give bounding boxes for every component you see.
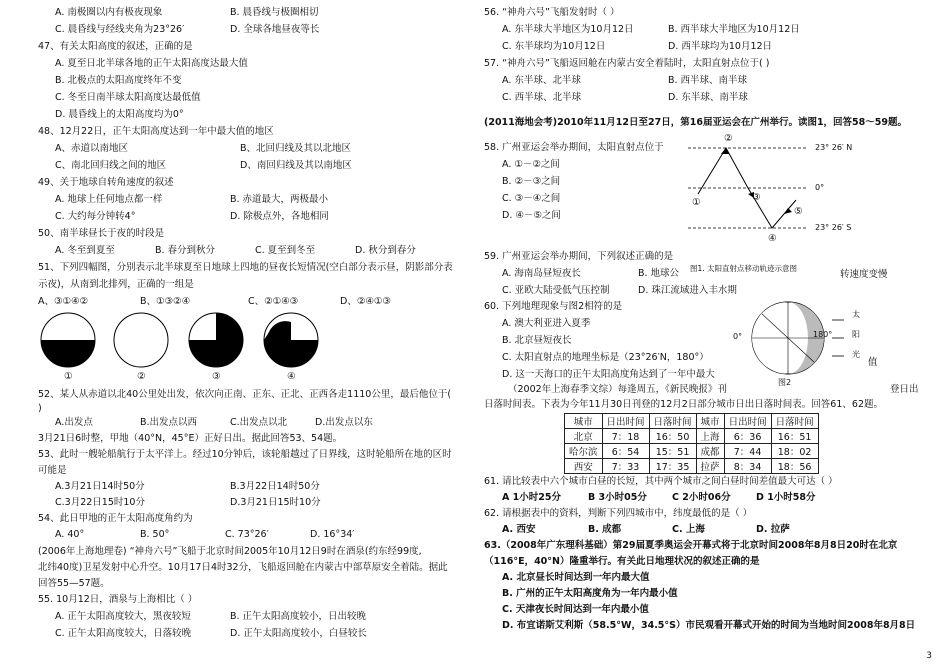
q50-option-c: C. 夏至到冬至 <box>255 245 316 256</box>
q63-stem-line2: （116°E，40°N）隆重举行。有关此日地理状况的叙述正确的是 <box>484 556 760 567</box>
q52-option-d: D.出发点以东 <box>315 417 373 428</box>
q54-stem: 54、此日甲地的正午太阳高度角约为 <box>38 513 193 524</box>
q50-option-d: D. 秋分到春分 <box>355 245 416 256</box>
q60-option-c: C. 太阳直射点的地理坐标是（23°26′N，180°） <box>502 352 709 363</box>
q52-option-b: B.出发点以西 <box>140 417 198 428</box>
table-row <box>565 459 819 474</box>
q52-stem-end: ) <box>38 403 42 414</box>
q57-option-c: C. 西半球、北半球 <box>502 92 582 103</box>
q60-option-a: A. 澳大利亚进入夏季 <box>502 318 591 329</box>
circle-label-2: ② <box>137 371 146 382</box>
table-cell: 上海 <box>696 429 724 444</box>
q60-option-d-end: 值 <box>868 357 878 368</box>
table-header: 城市 <box>696 414 724 429</box>
circle-3 <box>189 313 243 367</box>
q51-option-a: A、③①④② <box>38 296 89 307</box>
q47-option-d: D. 晨昏线上的太阳高度均为0° <box>55 109 184 120</box>
q58-option-b: B. ②－③之间 <box>502 176 561 187</box>
circle-label-3: ③ <box>212 371 221 382</box>
q58-option-a: A. ①－②之间 <box>502 159 560 170</box>
q58-option-c: C. ③－④之间 <box>502 193 561 204</box>
table-header: 日出时间 <box>724 414 771 429</box>
q46-option-d: D. 全球各地昼夜等长 <box>230 24 320 35</box>
table-header: 城市 <box>565 414 603 429</box>
fig1-point-4: ④ <box>768 233 777 244</box>
q55-57-intro-line1: (2006年上海地理卷) “神舟六号”飞船于北京时间2005年10月12日9时在酒泉(约东经99度, <box>38 546 422 557</box>
circle-label-1: ① <box>64 371 73 382</box>
q63-option-b: B. 广州的正午太阳高度角为一年内最小值 <box>502 588 678 599</box>
q60-option-b: B. 北京昼短夜长 <box>502 335 572 346</box>
q62-option-b: B. 成都 <box>588 524 622 535</box>
fig1-lat-bot: 23° 26′ S <box>815 223 852 232</box>
q54-option-b: B. 50° <box>140 529 170 540</box>
fig2-sun-1: 太 <box>852 310 860 319</box>
q55-57-intro-line3: 回答55—57题。 <box>38 578 110 589</box>
q62-option-c: C. 上海 <box>672 524 705 535</box>
q58-59-intro: (2011海地会考)2010年11月12日至27日，第16届亚运会在广州举行。读图1，回答58～59题。 <box>484 117 907 128</box>
q49-option-b: B. 赤道最大，两极最小 <box>230 194 329 205</box>
table-cell: 北京 <box>565 429 603 444</box>
fig2-sun-2: 阳 <box>852 330 860 339</box>
table-row <box>565 444 819 459</box>
q59-option-b-cont: 转速度变慢 <box>840 269 888 280</box>
q46-option-c: C. 晨昏线与经线夹角为23°26′ <box>55 24 185 35</box>
q51-option-b: B、①③②④ <box>140 296 191 307</box>
right-column <box>478 0 950 671</box>
q58-option-d: D. ④－⑤之间 <box>502 210 561 221</box>
q56-option-a: A. 东半球大半地区为10月12日 <box>502 24 634 35</box>
fig2-label-180: 180° <box>813 330 833 339</box>
q63-option-a: A. 北京昼长时间达到一年内最大值 <box>502 572 650 583</box>
q55-57-intro-line2: 北纬40度)卫星发射中心升空。10月17日4时32分，飞船返回舱在内蒙古中部草原安全着陆。据此 <box>38 562 448 573</box>
table-header-row <box>565 414 819 429</box>
table-cell: 16：50 <box>649 429 696 444</box>
q50-option-a: A. 冬至到夏至 <box>55 245 115 256</box>
q50-stem: 50、南半球昼长于夜的时段是 <box>38 228 165 239</box>
circle-2 <box>114 313 168 367</box>
fig1-point-1: ① <box>692 197 701 208</box>
q53-option-a: A.3月21日14时50分 <box>55 481 145 492</box>
q56-stem: 56. “神舟六号”飞船发射时（ ） <box>484 7 620 18</box>
q54-option-c: C. 73°26′ <box>225 529 269 540</box>
q51-option-d: D、②④①③ <box>340 296 391 307</box>
fig2-caption: 图2 <box>778 378 792 387</box>
q59-option-d: D. 珠江流域进入丰水期 <box>638 285 737 296</box>
fig1-point-3: ③ <box>752 192 761 203</box>
fig2-label-0: 0° <box>733 332 743 341</box>
table-cell: 西安 <box>565 459 603 474</box>
q61-62-intro-line2: 日落时间表。下表为今年11月30日刊登的12月2日部分城市日出日落时间表。回答61、62题。 <box>484 399 883 410</box>
q53-stem-line2: 可能是 <box>38 465 67 476</box>
circle-1 <box>41 313 95 367</box>
q55-option-a: A. 正午太阳高度较大，黑夜较短 <box>55 611 191 622</box>
fig1-lat-top: 23° 26′ N <box>815 143 853 152</box>
q54-option-a: A. 40° <box>55 529 85 540</box>
table-cell: 17：35 <box>649 459 696 474</box>
sunrise-sunset-table <box>564 413 819 474</box>
q51-stem-line2: 示夜)，从南到北排列，正确的一组是 <box>38 279 194 290</box>
q55-option-b: B. 正午太阳高度较小，日出较晚 <box>230 611 367 622</box>
q57-stem: 57. “神舟六号”飞船返回舱在内蒙古安全着陆时，太阳直射点位于( ) <box>484 58 770 69</box>
q58-stem: 58. 广州亚运会举办期间，太阳直射点位于 <box>484 142 664 153</box>
q47-option-c: C. 冬至日南半球太阳高度达最低值 <box>55 92 201 103</box>
table-cell: 18：02 <box>771 444 818 459</box>
figure-2-globe <box>740 298 850 380</box>
q54-option-d: D. 16°34′ <box>310 529 355 540</box>
q47-option-a: A. 夏至日北半球各地的正午太阳高度达最大值 <box>55 58 248 69</box>
q49-option-c: C. 大约每分钟转4° <box>55 211 136 222</box>
q46-option-a: A. 南极圈以内有极夜现象 <box>55 7 163 18</box>
q53-54-intro: 3月21日6时整，甲地（40°N，45°E）正好日出。据此回答53、54题。 <box>38 433 343 444</box>
table-cell: 7：44 <box>724 444 771 459</box>
q61-option-a: A 1小时25分 <box>502 492 561 503</box>
q61-62-intro-line1-end: 登日出 <box>890 384 919 395</box>
table-cell: 18：56 <box>771 459 818 474</box>
q51-option-c: C、②①④③ <box>248 296 299 307</box>
q57-option-a: A. 东半球、北半球 <box>502 75 581 86</box>
table-cell: 7：33 <box>602 459 649 474</box>
q48-option-c: C、南北回归线之间的地区 <box>55 160 167 171</box>
q51-stem-line1: 51、下列四幅图，分别表示北半球夏至日地球上四地的昼夜长短情况(空白部分表示昼，阴影部分表 <box>38 262 453 273</box>
figure-1-sun-path <box>688 136 888 256</box>
q55-option-d: D. 正午太阳高度较小，白昼较长 <box>230 628 367 639</box>
q47-stem: 47、有关太阳高度的叙述，正确的是 <box>38 41 193 52</box>
circle-4 <box>264 313 318 367</box>
q53-option-d: D.3月21日15时10分 <box>230 497 321 508</box>
q62-option-a: A. 西安 <box>502 524 536 535</box>
table-cell: 16：51 <box>771 429 818 444</box>
q61-stem: 61. 请比较表中六个城市白昼的长短，其中两个城市之间白昼时间差值最大可达（ ） <box>484 476 838 487</box>
q49-option-a: A. 地球上任何地点都一样 <box>55 194 163 205</box>
fig1-caption: 图1. 太阳直射点移动轨迹示意图 <box>690 264 798 273</box>
q57-option-b: B. 西半球、南半球 <box>668 75 748 86</box>
table-row <box>565 429 819 444</box>
table-cell: 7：18 <box>602 429 649 444</box>
q53-option-c: C.3月22日15时10分 <box>55 497 145 508</box>
circle-label-4: ④ <box>287 371 296 382</box>
fig2-sun-3: 光 <box>852 350 860 359</box>
q60-option-d: D. 这一天海口的正午太阳高度角达到了一年中最大 <box>502 369 715 380</box>
table-cell: 8：34 <box>724 459 771 474</box>
q55-stem: 55. 10月12日，酒泉与上海相比（ ） <box>38 594 198 605</box>
q56-option-d: D. 西半球均为10月12日 <box>668 41 773 52</box>
table-header: 日落时间 <box>649 414 696 429</box>
q56-option-b: B. 西半球大半地区为10月12日 <box>668 24 800 35</box>
q59-option-b: B. 地球公 <box>638 268 680 279</box>
q48-option-b: B、北回归线及其以北地区 <box>240 143 352 154</box>
table-header: 日落时间 <box>771 414 818 429</box>
fig1-point-5: ⑤ <box>794 206 803 217</box>
q59-option-a: A. 海南岛昼短夜长 <box>502 268 581 279</box>
q61-option-d: D 1小时58分 <box>756 492 816 503</box>
q46-option-b: B. 晨昏线与极圈相切 <box>230 7 319 18</box>
q61-62-intro-line1: （2002年上海春季文综）每逢周五，《新民晚报》刊 <box>508 384 727 395</box>
table-cell: 6：36 <box>724 429 771 444</box>
q48-stem: 48、12月22日，正午太阳高度达到一年中最大值的地区 <box>38 126 274 137</box>
q49-stem: 49、关于地球自转角速度的叙述 <box>38 177 174 188</box>
q63-option-c: C. 天津夜长时间达到一年内最小值 <box>502 604 649 615</box>
q53-option-b: B.3月22日14时50分 <box>230 481 320 492</box>
q52-stem: 52、某人从赤道以北40公里处出发，依次向正南、正东、正北、正西各走1110公里，最后他位于( <box>38 389 452 400</box>
q60-stem: 60. 下列地理现象与图2相符的是 <box>484 301 623 312</box>
fig1-lat-mid: 0° <box>815 183 825 192</box>
q62-option-d: D. 拉萨 <box>756 524 790 535</box>
q59-stem: 59. 广州亚运会举办期间，下列叙述正确的是 <box>484 251 674 262</box>
q53-stem-line1: 53、此时一艘轮船航行于太平洋上。经过10分钟后，该轮船越过了日界线，这时轮船所在地的区时 <box>38 449 452 460</box>
q57-option-d: D. 东半球、南半球 <box>668 92 748 103</box>
q55-option-c: C. 正午太阳高度较大，日落较晚 <box>55 628 192 639</box>
table-cell: 6：54 <box>602 444 649 459</box>
q63-option-d: D. 布宜诺斯艾利斯（58.5°W，34.5°S）市民观看开幕式开始的时间为当地时间2008年8月8日 <box>502 620 916 631</box>
q52-option-a: A.出发点 <box>55 417 93 428</box>
q52-option-c: C.出发点以北 <box>230 417 288 428</box>
q49-option-d: D. 除极点外，各地相同 <box>230 211 329 222</box>
table-header: 日出时间 <box>602 414 649 429</box>
q59-option-c: C. 亚欧大陆受低气压控制 <box>502 285 610 296</box>
page-number: 3 <box>926 651 932 661</box>
q62-stem: 62. 请根据表中的资料，判断下列四城市中，纬度最低的是（ ） <box>484 508 753 519</box>
fig1-point-2: ② <box>724 133 733 144</box>
q61-option-b: B 3小时05分 <box>588 492 647 503</box>
q50-option-b: B. 春分到秋分 <box>155 245 216 256</box>
q48-option-d: D、南回归线及其以南地区 <box>240 160 352 171</box>
q56-option-c: C. 东半球均为10月12日 <box>502 41 606 52</box>
table-cell: 成都 <box>696 444 724 459</box>
table-cell: 15：51 <box>649 444 696 459</box>
q61-option-c: C 2小时06分 <box>672 492 731 503</box>
q47-option-b: B. 北极点的太阳高度终年不变 <box>55 75 182 86</box>
q63-stem-line1: 63.（2008年广东理科基础）第29届夏季奥运会开幕式将于北京时间2008年8月8日20时在北京 <box>484 540 898 551</box>
table-cell: 哈尔滨 <box>565 444 603 459</box>
table-cell: 拉萨 <box>696 459 724 474</box>
q48-option-a: A、赤道以南地区 <box>55 143 128 154</box>
